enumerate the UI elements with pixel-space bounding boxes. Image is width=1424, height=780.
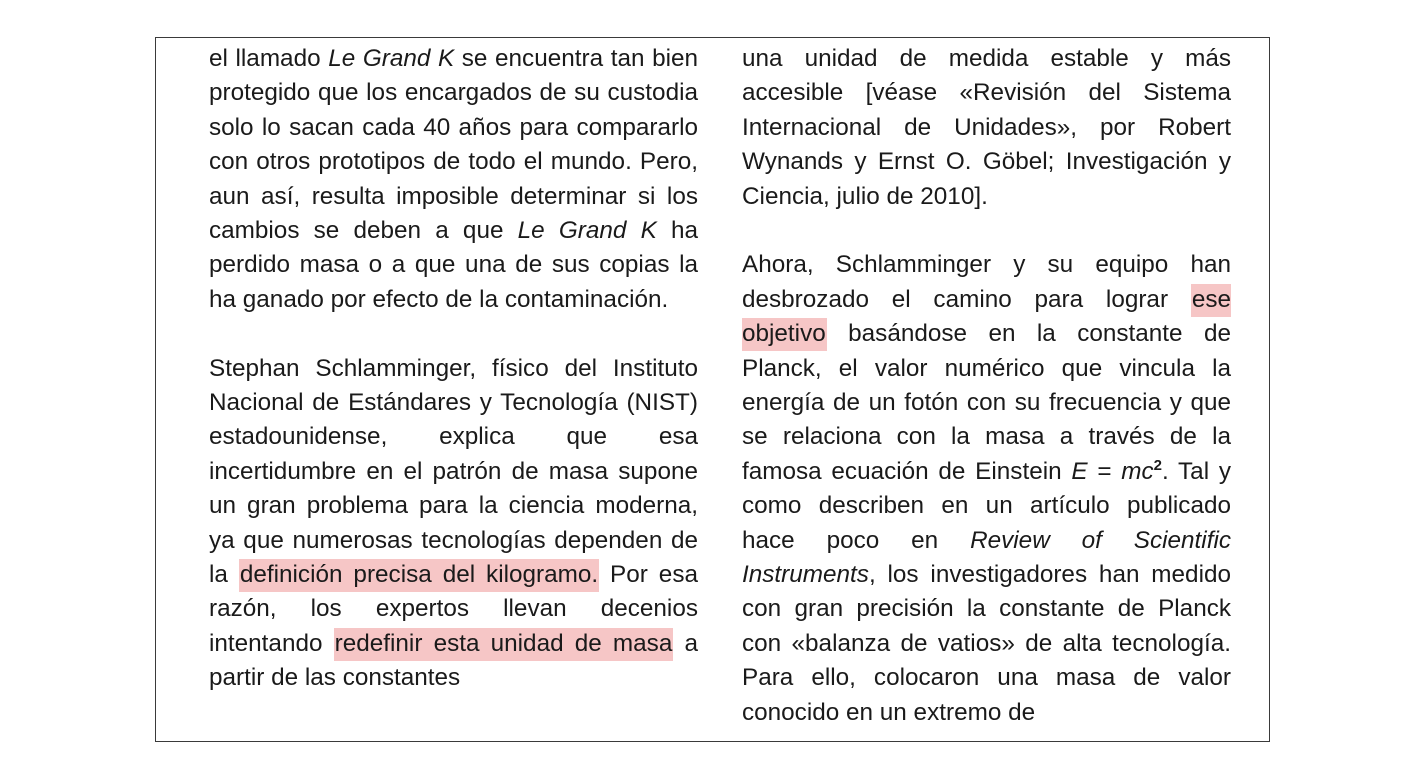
paragraph-gap <box>209 317 698 351</box>
text-run: , los investigadores han medido con gran precisión la constante de Planck con «balanza de vatios» de alta tecnología. Para ello, colocaron una masa de valor conocido en un extremo de <box>742 561 1231 726</box>
left-paragraph-2 <box>209 352 698 696</box>
text-run: ha perdido masa o a que una de sus copias la ha ganado por efecto de la contaminación. <box>209 217 698 313</box>
italic-term: Le Grand K <box>328 45 455 72</box>
text-run: Por esa razón, los expertos llevan decenios intentando <box>209 561 698 657</box>
highlighted-phrase: redefinir esta unidad de masa <box>334 628 674 661</box>
text-run: una unidad de medida estable y más accesible [véase «Revisión del Sistema Internacional de Unidades», por Robert Wynands y Ernst O. Göbel; Investigación y Ciencia, julio de 2010]. <box>742 45 1231 210</box>
right-paragraph-2 <box>742 248 1231 730</box>
page-excerpt-frame <box>155 37 1270 742</box>
right-paragraph-1 <box>742 42 1231 214</box>
equation-exponent: 2 <box>1153 456 1162 474</box>
text-run: . Tal y como describen en un artículo publicado hace poco en <box>742 457 1231 554</box>
journal-title: Review of Scientific Instruments <box>742 526 1232 589</box>
highlighted-phrase: definición precisa del kilogramo. <box>239 559 599 592</box>
text-run: basándose en la constante de Planck, el valor numérico que vincula la energía de un fotón con su frecuencia y que se relaciona con la masa a través de la famosa ecuación de Einstein <box>742 320 1231 485</box>
paragraph-gap <box>742 214 1231 248</box>
text-run: el llamado <box>209 45 329 72</box>
left-paragraph-1 <box>209 42 698 317</box>
text-run: se encuentra tan bien protegido que los encargados de su custodia solo lo sacan cada 40 años para compararlo con otros prototipos de todo el mundo. Pero, aun así, resulta imposible determinar si los cambios se deben a que <box>209 45 699 245</box>
text-run: a partir de las constantes <box>209 629 699 692</box>
highlighted-phrase: ese objetivo <box>742 284 1231 351</box>
equation-symbol: mc <box>1121 457 1154 485</box>
equation-operator: = <box>1087 457 1122 485</box>
left-column <box>209 42 698 696</box>
italic-term: Le Grand K <box>517 217 657 245</box>
text-run: Ahora, Schlamminger y su equipo han desbrozado el camino para lograr <box>742 251 1231 313</box>
right-column <box>742 42 1231 730</box>
equation-symbol: E <box>1071 457 1088 485</box>
text-run: Stephan Schlamminger, físico del Instituto Nacional de Estándares y Tecnología (NIST) estadounidense, explica que esa incertidumbre en el patrón de masa supone un gran problema para la ciencia moderna, ya que numerosas tecnologías dependen de la <box>209 354 698 589</box>
